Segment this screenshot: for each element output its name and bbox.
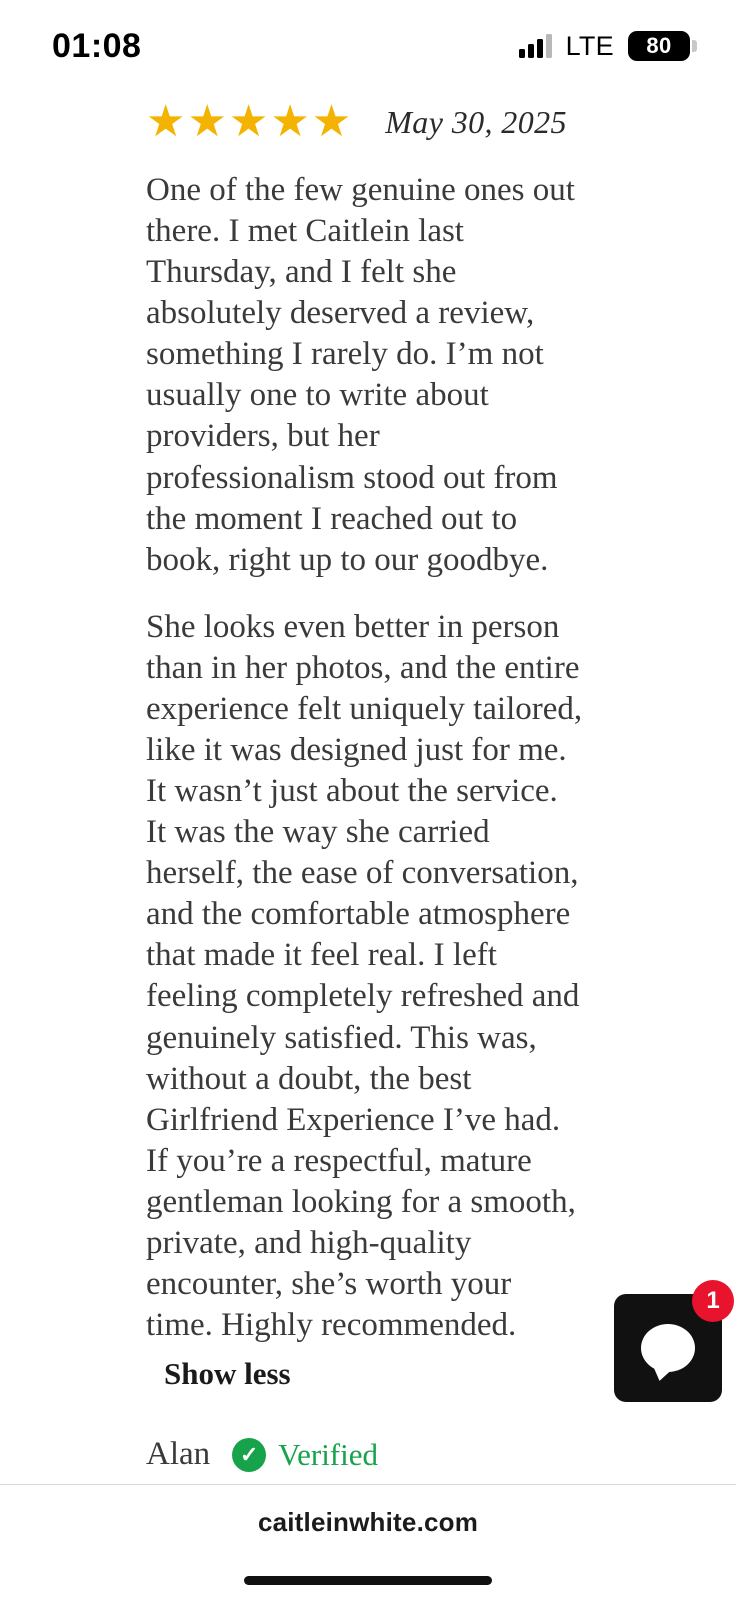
status-bar: [0, 0, 736, 92]
battery-level-label: 80: [646, 33, 672, 58]
status-time: 01:08: [52, 26, 142, 65]
chat-unread-badge: 1: [692, 1280, 734, 1322]
status-indicators: [519, 31, 690, 62]
review-paragraph-2: She looks even better in person than in her photos, and the entire experience felt uniquely tailored, like it was designed just for me. It wasn’t just about the service. It was the way she carried herself, the ease of conversation, and the comfortable atmosphere that made it feel real. I left feeling completely refreshed and genuinely satisfied. This was, without a doubt, the best Girlfriend Experience I’ve had. If you’re a respectful, mature gentleman looking for a smooth, private, and high-quality encounter, she’s worth your time. Highly recommended.: [146, 608, 583, 1344]
review-header: [0, 92, 736, 144]
network-type-label: LTE: [565, 30, 614, 61]
review-date: May 30, 2025: [385, 103, 567, 140]
review-text: [0, 144, 736, 1346]
chat-widget-button[interactable]: [614, 1287, 722, 1402]
review-paragraph-1: One of the few genuine ones out there. I met Caitlein last Thursday, and I felt she absolutely deserved a review, something I rarely do. I’m not usually one to write about providers, but her professionalism stood out from the moment I reached out to book, right up to our goodbye.: [146, 172, 575, 578]
home-indicator[interactable]: [244, 1576, 492, 1585]
home-indicator-area: [0, 1560, 736, 1600]
show-less-button[interactable]: Show less: [164, 1356, 291, 1392]
verified-check-icon: ✓: [232, 1438, 266, 1472]
status-badge: [232, 1437, 378, 1473]
reviewer-name: Alan: [146, 1436, 211, 1473]
chat-bubble-icon: [641, 1324, 695, 1372]
browser-url-label[interactable]: caitleinwhite.com: [257, 1507, 479, 1537]
reviewer-row: [0, 1392, 736, 1473]
browser-url-bar[interactable]: [0, 1484, 736, 1560]
star-rating-icon: ★★★★★: [146, 97, 354, 146]
verified-label: Verified: [278, 1436, 378, 1472]
battery-cap: [692, 40, 697, 52]
signal-bars-icon: [519, 34, 552, 58]
battery-icon: [628, 31, 690, 61]
review-content[interactable]: [0, 92, 736, 1484]
